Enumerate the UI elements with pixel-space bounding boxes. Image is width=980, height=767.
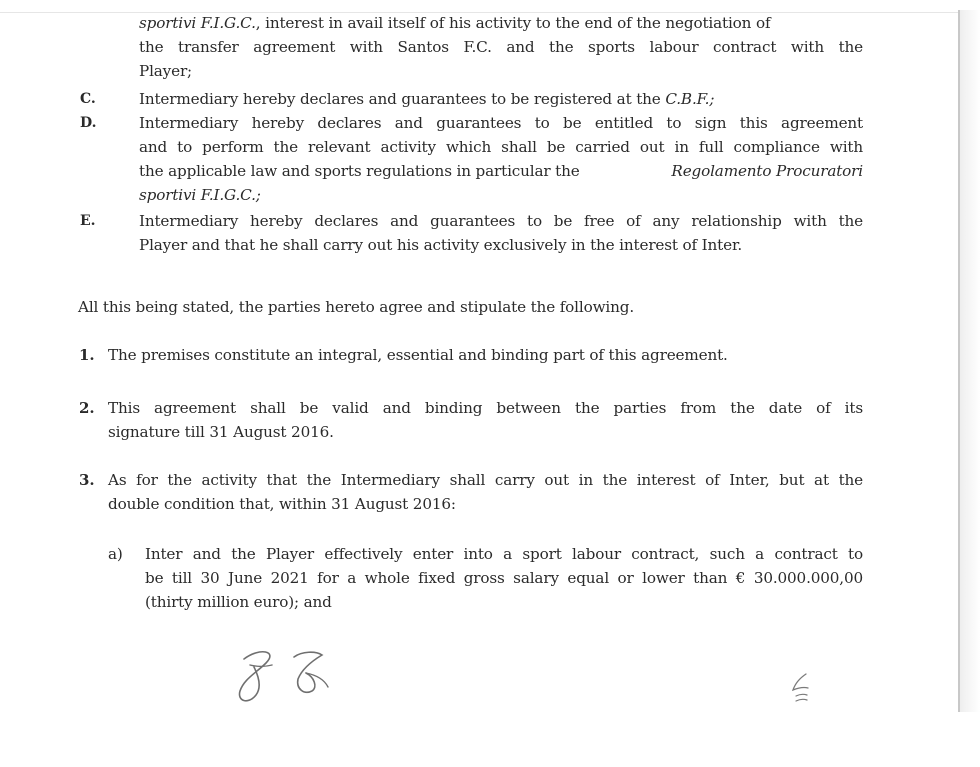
premise-b-line-3: Player; bbox=[139, 62, 193, 80]
premise-d-line-2: and to perform the relevant activity which shall be carried out in full compliance with bbox=[139, 138, 863, 156]
handwritten-initial-right bbox=[786, 670, 816, 708]
premise-b-italic: sportivi F.I.G.C. bbox=[139, 14, 256, 32]
premise-c-italic: C.B.F.; bbox=[665, 90, 715, 108]
handwritten-initials-left bbox=[232, 645, 342, 707]
premise-c-line-1 bbox=[139, 88, 714, 110]
clause-3a-line-2: be till 30 June 2021 for a whole fixed gross salary equal or lower than € 30.000.000,00 bbox=[145, 569, 863, 587]
premise-b-text: , interest in avail itself of his activity to the end of the negotiation of bbox=[255, 14, 771, 32]
clause-3-line-1: As for the activity that the Intermediary shall carry out in the interest of Inter, but at the bbox=[108, 471, 863, 489]
premise-e-line-1: Intermediary hereby declares and guarantees to be free of any relationship with the bbox=[139, 212, 863, 230]
intro-paragraph: All this being stated, the parties hereto agree and stipulate the following. bbox=[78, 298, 635, 316]
page-edge-shadow bbox=[960, 10, 980, 712]
clause-3a-marker: a) bbox=[108, 545, 123, 563]
premise-c-marker: C. bbox=[80, 91, 96, 107]
clause-2-line-2: signature till 31 August 2016. bbox=[108, 423, 334, 441]
page-bottom-margin bbox=[0, 712, 980, 767]
premise-e-marker: E. bbox=[80, 213, 96, 229]
premise-b-line-1 bbox=[139, 12, 770, 34]
clause-2-line-1: This agreement shall be valid and binding between the parties from the date of its bbox=[108, 399, 863, 417]
premise-d-marker: D. bbox=[80, 115, 97, 131]
clause-3a-line-3: (thirty million euro); and bbox=[145, 593, 332, 611]
premise-d-italic: Regolamento Procuratori bbox=[671, 162, 863, 180]
premise-d-line-4: sportivi F.I.G.C.; bbox=[139, 186, 261, 204]
premise-c-text: Intermediary hereby declares and guarantees to be registered at the bbox=[139, 90, 666, 108]
premise-d-text: the applicable law and sports regulations in particular the bbox=[139, 162, 580, 180]
clause-3-line-2: double condition that, within 31 August 2016: bbox=[108, 495, 456, 513]
clause-2-number: 2. bbox=[79, 399, 95, 417]
premise-b-line-2: the transfer agreement with Santos F.C. and the sports labour contract with the bbox=[139, 38, 863, 56]
premise-e-line-2: Player and that he shall carry out his activity exclusively in the interest of Inter. bbox=[139, 236, 743, 254]
clause-3-number: 3. bbox=[79, 471, 95, 489]
clause-3a-line-1: Inter and the Player effectively enter into a sport labour contract, such a contract to bbox=[145, 545, 863, 563]
clause-1-number: 1. bbox=[79, 346, 95, 364]
clause-1-line-1: The premises constitute an integral, essential and binding part of this agreement. bbox=[108, 346, 728, 364]
premise-d-line-1: Intermediary hereby declares and guarantees to be entitled to sign this agreement bbox=[139, 114, 863, 132]
premise-d-line-3 bbox=[139, 160, 863, 182]
